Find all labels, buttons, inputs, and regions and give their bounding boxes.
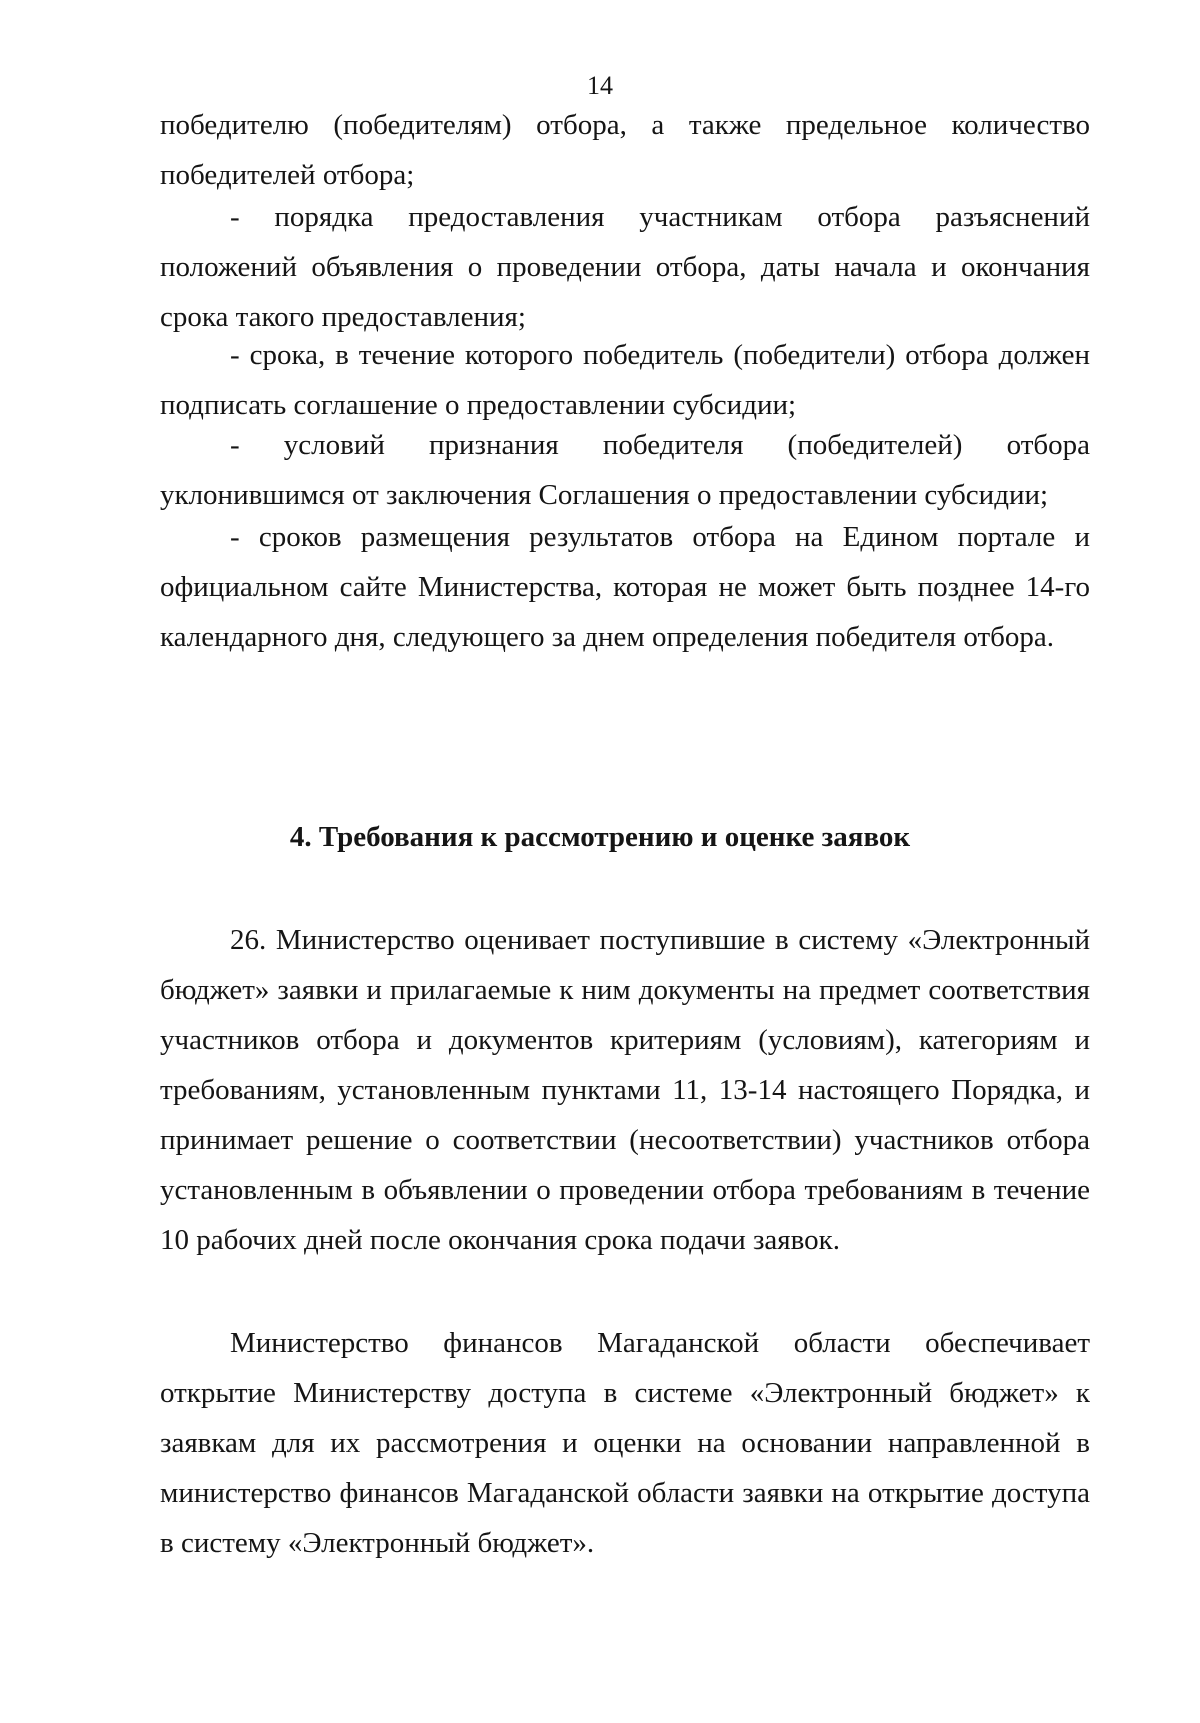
- paragraph-winners-count: победителю (победителям) отбора, а также предельное количество победителей отбора;: [160, 109, 1090, 191]
- paragraph-item-26: 26. Министерство оценивает поступившие в систему «Электронный бюджет» заявки и прилагаемые к ним документы на предмет соответствия участников отбора и документов критериям (условиям), категориям и требованиям, установленным пунктами 11, 13-14 настоящего Порядка, и принимает решение о соответствии (несоответствии) участников отбора установленным в объявлении о проведении отбора требованиям в течение 10 рабочих дней после окончания срока подачи заявок.: [160, 924, 1090, 1256]
- section-heading: 4. Требования к рассмотрению и оценке заявок: [289, 821, 911, 853]
- paragraph-finance-ministry-access: Министерство финансов Магаданской области обеспечивает открытие Министерству доступа в системе «Электронный бюджет» к заявкам для их рассмотрения и оценки на основании направленной в министерство финансов Магаданской области заявки на открытие доступа в систему «Электронный бюджет».: [160, 1327, 1090, 1559]
- paragraph-signing-term: - срока, в течение которого победитель (победители) отбора должен подписать соглашение о предоставлении субсидии;: [160, 339, 1090, 421]
- paragraph-evasion-conditions: - условий признания победителя (победителей) отбора уклонившимся от заключения Соглашения о предоставлении субсидии;: [160, 429, 1090, 511]
- page-number: 14: [587, 71, 613, 100]
- paragraph-clarifications: - порядка предоставления участникам отбора разъяснений положений объявления о проведении отбора, даты начала и окончания срока такого предоставления;: [160, 201, 1090, 333]
- paragraph-results-publication: - сроков размещения результатов отбора на Едином портале и официальном сайте Министерства, которая не может быть позднее 14-го календарного дня, следующего за днем определения победителя отбора.: [160, 521, 1090, 653]
